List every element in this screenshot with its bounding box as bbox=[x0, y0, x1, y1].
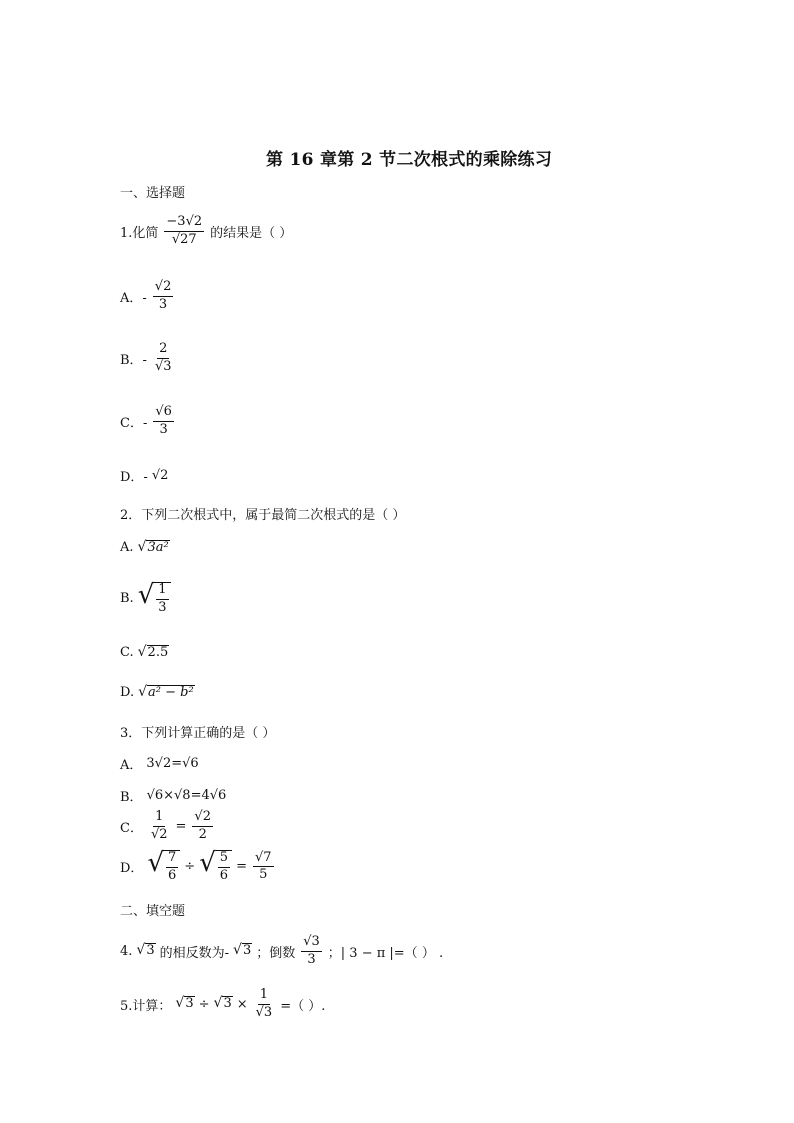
q1-fraction bbox=[164, 215, 204, 248]
question-5: 5.计算： √ 3 ÷ √ 3 × $\frac{1}{√3}$ =（ ）. bbox=[120, 987, 326, 1020]
q1-option-c bbox=[120, 405, 176, 438]
q1-option-b-fraction bbox=[153, 342, 174, 375]
radical-sign-icon: √ bbox=[175, 995, 185, 1012]
q1-option-a-fraction bbox=[153, 280, 174, 313]
q3-c-lnum: 1 bbox=[153, 810, 165, 827]
q2-option-b-label: B. bbox=[120, 591, 134, 607]
question-1 bbox=[120, 215, 292, 248]
radical-sign-icon: √ bbox=[138, 684, 148, 700]
page-title: 第 16 章第 2 节二次根式的乘除练习 bbox=[266, 150, 553, 170]
q3-d-result-fraction bbox=[253, 851, 274, 884]
q1-a-num: √2 bbox=[153, 280, 174, 297]
q2-b-num: 1 bbox=[156, 583, 168, 600]
q5-fraction: $\frac{1}{√3}$ bbox=[255, 987, 273, 1020]
q4-number: 4. bbox=[120, 943, 133, 959]
q3-option-c bbox=[120, 810, 215, 843]
q3-d-a-num: 7 bbox=[166, 851, 178, 868]
q3-d-r-den: 5 bbox=[259, 867, 268, 883]
q3-c-left-fraction bbox=[149, 810, 170, 843]
q3-d-radical-b bbox=[199, 850, 232, 884]
q1-frac-den: √27 bbox=[171, 231, 197, 247]
q3-option-a-label: A． bbox=[120, 758, 143, 773]
q2-option-c-label: C. bbox=[120, 645, 134, 661]
q3-d-a-den: 6 bbox=[168, 867, 177, 883]
q3-d-a-fraction bbox=[166, 851, 178, 884]
q3-c-equals: = bbox=[175, 818, 187, 834]
q5-radical-2: √ 3 bbox=[213, 995, 232, 1012]
q3-c-rnum: √2 bbox=[192, 810, 213, 827]
q2-a-radical bbox=[138, 540, 170, 556]
q3-c-lden: √2 bbox=[150, 826, 168, 842]
q3-option-a bbox=[120, 754, 199, 773]
q3-d-divide: ÷ bbox=[184, 859, 196, 875]
q1-option-a-label: A．- bbox=[120, 290, 147, 306]
q1-option-a bbox=[120, 280, 175, 313]
section-choice-heading: 一、选择题 bbox=[120, 186, 186, 201]
q2-d-radical bbox=[138, 685, 195, 701]
q1-option-d-label: D．- bbox=[120, 470, 148, 485]
q5-radical-1: √ 3 bbox=[175, 995, 194, 1012]
q1-a-den: 3 bbox=[158, 296, 168, 312]
radical-sign-icon: √ bbox=[147, 848, 165, 878]
q3-c-right-fraction bbox=[192, 810, 213, 843]
q2-d-radicand: a² − b² bbox=[148, 685, 194, 700]
q3-d-r-num: √7 bbox=[253, 851, 274, 868]
q1-option-c-fraction bbox=[153, 405, 174, 438]
radical-sign-icon: √ bbox=[137, 539, 147, 555]
q2-option-d bbox=[120, 685, 195, 701]
q2-c-radicand: 2.5 bbox=[147, 645, 169, 660]
radical-sign-icon: √ bbox=[233, 942, 242, 959]
section-fill-heading: 二、填空题 bbox=[120, 904, 186, 919]
q3-option-a-expr: 3√2=√6 bbox=[146, 756, 199, 771]
q1-option-d-expr: √2 bbox=[151, 468, 169, 483]
q5-prefix: 5.计算： bbox=[120, 998, 172, 1014]
q3-option-b-expr: √6×√8=4√6 bbox=[146, 788, 227, 803]
q2-option-b bbox=[120, 582, 171, 616]
q3-option-d bbox=[120, 850, 276, 884]
q2-a-radicand: 3a² bbox=[147, 540, 169, 555]
q2-option-a bbox=[120, 540, 170, 556]
radical-sign-icon: √ bbox=[199, 848, 216, 878]
radical-sign-icon: √ bbox=[137, 580, 155, 610]
q1-suffix: 的结果是（ ） bbox=[210, 225, 293, 241]
q4-text-reciprocal: ；倒数 bbox=[256, 945, 296, 961]
q4-fraction: $\frac{√3}{3}$ bbox=[303, 934, 320, 967]
q3-d-b-num: 5 bbox=[218, 851, 230, 868]
question-4 bbox=[120, 935, 443, 968]
q1-option-d bbox=[120, 466, 168, 485]
q1-b-num: 2 bbox=[157, 342, 169, 359]
q3-d-b-fraction bbox=[218, 851, 230, 884]
q1-option-c-label: C．- bbox=[120, 415, 148, 431]
q1-c-den: 3 bbox=[159, 421, 168, 437]
q3-d-equals: = bbox=[236, 859, 247, 875]
q3-c-rden: 2 bbox=[198, 826, 207, 842]
q3-option-b bbox=[120, 786, 226, 805]
question-3: 3．下列计算正确的是（ ） bbox=[120, 726, 276, 741]
q3-option-c-label: C． bbox=[120, 820, 143, 836]
q3-option-d-label: D． bbox=[120, 861, 144, 877]
q4-text-abs: ；| 3 − π |=（ ） . bbox=[327, 945, 444, 961]
q4-radical-1: √ 3 bbox=[136, 942, 155, 959]
question-2: 2．下列二次根式中，属于最简二次根式的是（ ） bbox=[120, 508, 406, 523]
q1-c-num: √6 bbox=[153, 405, 174, 422]
radical-sign-icon: √ bbox=[137, 644, 147, 660]
q3-d-radical-a bbox=[147, 850, 180, 884]
q1-option-b-label: B．- bbox=[120, 352, 147, 368]
radical-sign-icon: √ bbox=[213, 995, 223, 1012]
radical-sign-icon: √ bbox=[136, 942, 146, 959]
q1-option-b bbox=[120, 342, 176, 375]
q2-option-a-label: A. bbox=[120, 540, 134, 556]
q2-b-fraction bbox=[156, 583, 168, 616]
q3-option-b-label: B． bbox=[120, 790, 143, 805]
q2-b-den: 3 bbox=[158, 599, 167, 615]
q1-b-den: √3 bbox=[154, 358, 172, 374]
q4-radical-2: √ 3 bbox=[233, 942, 252, 959]
q2-b-radical bbox=[138, 582, 171, 616]
q4-text-opposite: 的相反数为- bbox=[159, 945, 230, 961]
q1-prefix: 1.化简 bbox=[120, 225, 159, 241]
q2-option-c bbox=[120, 645, 169, 661]
q2-option-d-label: D. bbox=[120, 685, 135, 701]
q3-d-b-den: 6 bbox=[219, 867, 229, 883]
q5-suffix: =（ ）. bbox=[280, 998, 326, 1014]
q2-c-radical bbox=[138, 645, 170, 661]
q1-frac-num: −3√2 bbox=[164, 215, 204, 232]
